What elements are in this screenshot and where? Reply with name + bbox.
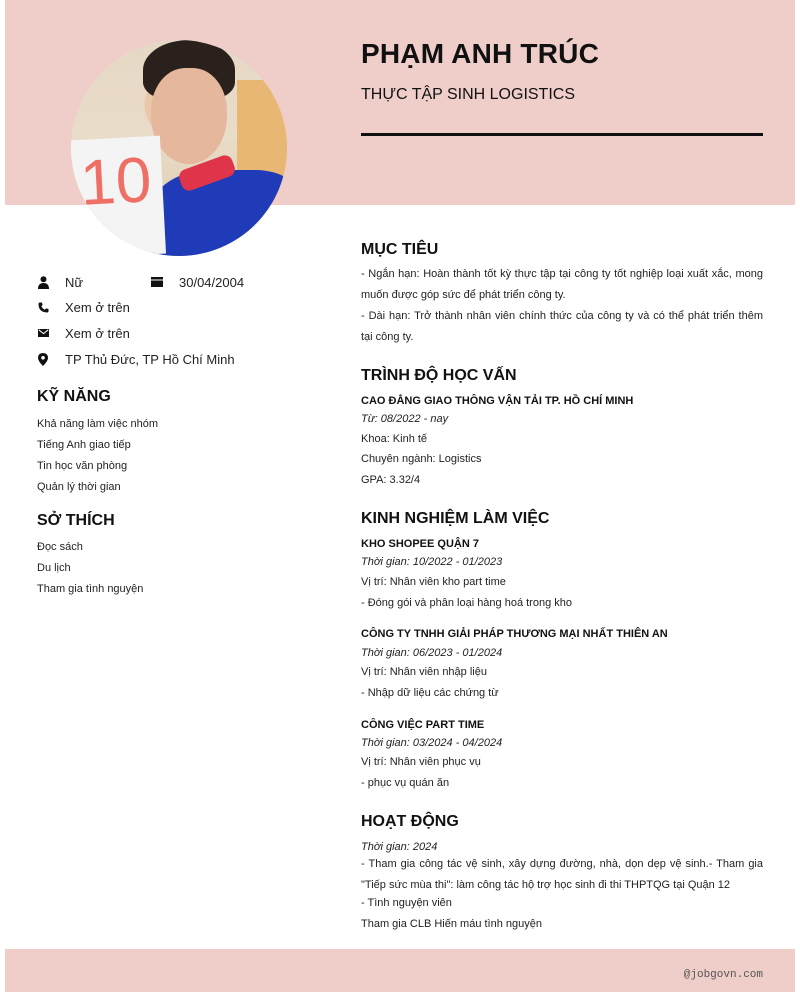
dob-value: 30/04/2004 bbox=[179, 274, 245, 290]
avatar-sign bbox=[71, 136, 166, 256]
job-position: Vị trí: Nhân viên nhập liệu bbox=[361, 666, 487, 678]
title-divider bbox=[361, 133, 763, 136]
footer-band bbox=[5, 949, 795, 992]
job-description: - Nhập dữ liệu các chứng từ bbox=[361, 687, 499, 699]
job-title: THỰC TẬP SINH LOGISTICS bbox=[361, 86, 575, 103]
skills-title: KỸ NĂNG bbox=[37, 388, 111, 405]
education-faculty: Khoa: Kinh tế bbox=[361, 433, 428, 445]
job-period: Thời gian: 06/2023 - 01/2024 bbox=[361, 647, 503, 659]
job-position: Vị trí: Nhân viên phục vụ bbox=[361, 756, 481, 768]
phone-value: Xem ở trên bbox=[65, 299, 130, 315]
location-pin-icon bbox=[37, 352, 49, 366]
job-company: CÔNG VIỆC PART TIME bbox=[361, 719, 485, 731]
cv-page bbox=[5, 0, 795, 992]
objective-short-term: - Ngắn hạn: Hoàn thành tốt kỳ thực tập tại công ty tốt nghiệp loại xuất xắc, mong muốn được góp sức để phát triển công ty. bbox=[361, 268, 763, 301]
skill-item: Quản lý thời gian bbox=[37, 481, 121, 493]
education-period: Từ: 08/2022 - nay bbox=[361, 413, 449, 425]
calendar-icon bbox=[151, 275, 163, 289]
education-major: Chuyên ngành: Logistics bbox=[361, 453, 482, 465]
job-description: - phục vụ quán ăn bbox=[361, 777, 450, 789]
activities-text: - Tham gia công tác vệ sinh, xây dựng đường, nhà, dọn dẹp vệ sinh.- Tham gia "Tiếp sức mùa thi": làm công tác hộ trợ học sinh đi thi THPTQG tại Quận 12 bbox=[361, 858, 763, 891]
gender-value: Nữ bbox=[65, 274, 84, 290]
address-value: TP Thủ Đức, TP Hồ Chí Minh bbox=[65, 351, 235, 367]
activities-title: HOẠT ĐỘNG bbox=[361, 813, 459, 830]
gender-row bbox=[37, 272, 83, 292]
activities-period: Thời gian: 2024 bbox=[361, 841, 438, 853]
skill-item: Tiếng Anh giao tiếp bbox=[37, 439, 131, 451]
hobbies-title: SỞ THÍCH bbox=[37, 512, 115, 529]
skill-item: Khả năng làm việc nhóm bbox=[37, 418, 159, 430]
phone-icon bbox=[37, 300, 49, 314]
avatar-sign-text: 10 bbox=[78, 143, 154, 219]
avatar bbox=[71, 40, 287, 256]
email-icon bbox=[37, 326, 49, 340]
job-period: Thời gian: 10/2022 - 01/2023 bbox=[361, 556, 503, 568]
objective-long-term: - Dài hạn: Trở thành nhân viên chính thức của công ty và có thể phát triển thêm tại công ty. bbox=[361, 310, 763, 343]
footer-watermark: @jobgovn.com bbox=[683, 969, 763, 981]
address-row bbox=[37, 349, 235, 369]
avatar-face bbox=[151, 68, 227, 164]
dob-row bbox=[151, 272, 244, 292]
candidate-name: PHẠM ANH TRÚC bbox=[361, 38, 599, 69]
skill-item: Tin học văn phòng bbox=[37, 460, 128, 472]
education-gpa: GPA: 3.32/4 bbox=[361, 474, 421, 486]
job-position: Vị trí: Nhân viên kho part time bbox=[361, 576, 506, 588]
hobby-item: Tham gia tình nguyện bbox=[37, 583, 144, 595]
objective-title: MỤC TIÊU bbox=[361, 241, 439, 258]
activities-volunteer: - Tình nguyện viên bbox=[361, 897, 452, 909]
job-company: KHO SHOPEE QUẬN 7 bbox=[361, 538, 479, 550]
job-description: - Đóng gói và phân loại hàng hoá trong kho bbox=[361, 597, 572, 609]
avatar-shirt bbox=[151, 170, 287, 256]
hobby-item: Du lịch bbox=[37, 562, 71, 574]
activities-blood-club: Tham gia CLB Hiến máu tình nguyện bbox=[361, 918, 542, 930]
email-row bbox=[37, 323, 130, 343]
education-title: TRÌNH ĐỘ HỌC VẤN bbox=[361, 367, 517, 384]
user-icon bbox=[37, 275, 49, 289]
job-company: CÔNG TY TNHH GIẢI PHÁP THƯƠNG MẠI NHẤT THIÊN AN bbox=[361, 628, 668, 640]
email-value: Xem ở trên bbox=[65, 325, 130, 341]
hobby-item: Đọc sách bbox=[37, 541, 83, 553]
job-period: Thời gian: 03/2024 - 04/2024 bbox=[361, 737, 503, 749]
school-name: CAO ĐẲNG GIAO THÔNG VẬN TẢI TP. HỒ CHÍ MINH bbox=[361, 395, 634, 407]
phone-row bbox=[37, 297, 130, 317]
experience-title: KINH NGHIỆM LÀM VIỆC bbox=[361, 510, 550, 527]
